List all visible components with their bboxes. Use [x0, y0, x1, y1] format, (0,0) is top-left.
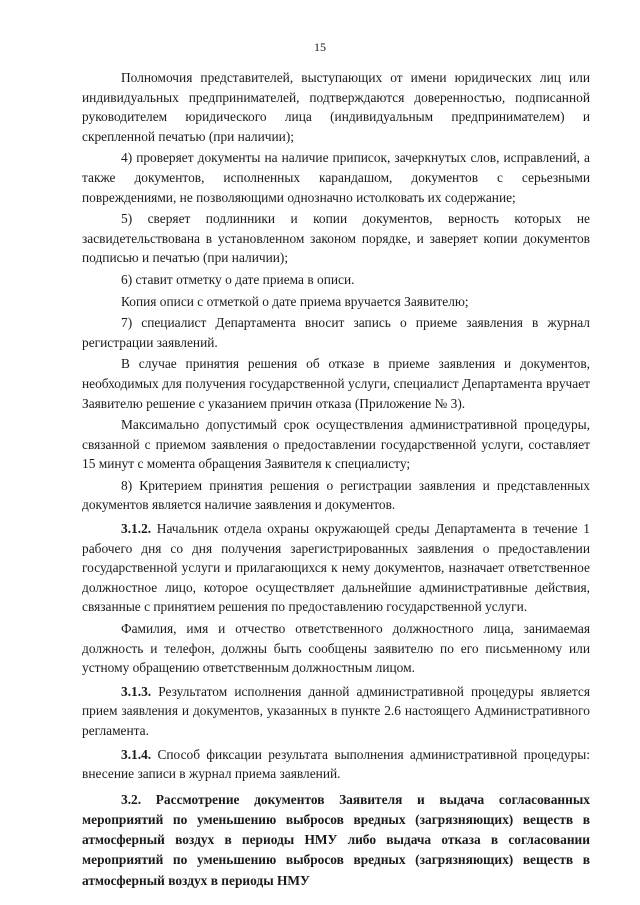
- paragraph-3-1-2-text: Начальник отдела охраны окружающей среды Департамента в течение 1 рабочего дня со дня получения зарегистрированных заявления о предоставлении государственной услуги и прилагающихся к нему документов, назначает ответственное должностное лицо, которое осуществляет дальнейшие административные действия, связанные с принятием решения по предоставлению государственной услуги.: [82, 521, 590, 615]
- section-number-3-1-2: 3.1.2.: [121, 521, 152, 537]
- paragraph-representatives-authority: Полномочия представителей, выступающих от имени юридических лиц или индивидуальных предпринимателей, подтверждаются доверенностью, подписанной руководителем юридического лица (индивидуальным предпринимателем) и скрепленной печатью (при наличии);: [82, 70, 590, 144]
- paragraph-official-name: Фамилия, имя и отчество ответственного должностного лица, занимаемая должность и телефон, должны быть сообщены заявителю по его письменному или устному обращению ответственным должностным лицом.: [82, 621, 590, 676]
- section-number-3-1-4: 3.1.4.: [121, 746, 152, 762]
- document-body: [82, 68, 590, 891]
- paragraph-inventory-copy: Копия описи с отметкой о дате приема вручается Заявителю;: [121, 293, 469, 309]
- paragraph-item-4: 4) проверяет документы на наличие приписок, зачеркнутых слов, исправлений, а также документов, исполненных карандашом, документов с серьезными повреждениями, не позволяющими однозначно истолковать их содержание;: [82, 150, 590, 205]
- paragraph-refusal: В случае принятия решения об отказе в приеме заявления и документов, необходимых для получения государственной услуги, специалист Департамента вручает Заявителю решение с указанием причин отказа (Приложение № 3).: [82, 356, 590, 411]
- paragraph-item-8: 8) Критерием принятия решения о регистрации заявления и представленных документов является наличие заявления и документов.: [82, 477, 590, 513]
- paragraph-item-5: 5) сверяет подлинники и копии документов, верность которых не засвидетельствована в установленном законом порядке, и заверяет копии документов подписью и печатью (при наличии);: [82, 211, 590, 266]
- section-heading-3-2: 3.2. Рассмотрение документов Заявителя и выдача согласованных мероприятий по уменьшению выбросов вредных (загрязняющих) веществ в атмосферный воздух в периоды НМУ либо выдача отказа в согласовании мероприятий по уменьшению выбросов вредных (загрязняющих) веществ в атмосферный воздух в периоды НМУ: [82, 791, 590, 888]
- paragraph-3-1-4: [82, 745, 590, 784]
- paragraph-max-time: Максимально допустимый срок осуществления административной процедуры, связанной с приемом заявления о предоставлении государственной услуги, составляет 15 минут с момента обращения Заявителя к специалисту;: [82, 417, 590, 472]
- paragraph-item-7: 7) специалист Департамента вносит запись о приеме заявления в журнал регистрации заявлений.: [82, 315, 590, 350]
- section-number-3-1-3: 3.1.3.: [121, 683, 152, 699]
- page-number: 15: [314, 40, 326, 54]
- paragraph-3-1-3: [82, 682, 590, 741]
- paragraph-item-6: 6) ставит отметку о дате приема в описи.: [121, 271, 355, 287]
- paragraph-3-1-4-text: Способ фиксации результата выполнения административной процедуры: внесение записи в журнал приема заявлений.: [82, 746, 590, 782]
- paragraph-3-1-3-text: Результатом исполнения данной административной процедуры является прием заявления и документов, указанных в пункте 2.6 настоящего Административного регламента.: [82, 683, 590, 738]
- paragraph-3-1-2: [82, 519, 590, 617]
